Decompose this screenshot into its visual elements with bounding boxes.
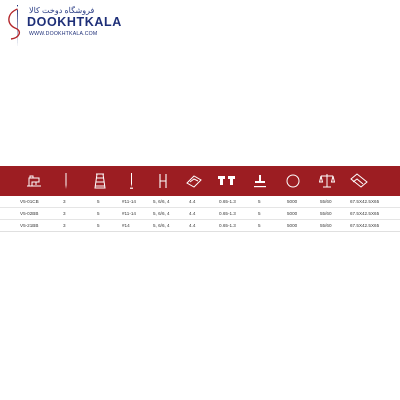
speed-cell: 5000	[287, 199, 298, 204]
stitch-length-icon	[253, 172, 267, 190]
differential-cell: 4.4	[189, 223, 196, 228]
differential-cell: 4.4	[189, 211, 196, 216]
needle-thread-logo-icon	[5, 4, 25, 48]
dimensions-cell: 67.5X42.5X65	[350, 199, 380, 204]
needles-cell: 3	[63, 223, 66, 228]
model-cell: V5-21BB	[20, 223, 39, 228]
needle-size-cell: #11-14	[122, 199, 136, 204]
sewing-machine-icon	[26, 172, 42, 190]
stitch-width-cell: 5, 6/6, 4	[153, 199, 170, 204]
fabric-icon	[185, 172, 203, 190]
model-cell: V5-02BB	[20, 211, 39, 216]
table-bottom-divider	[0, 231, 400, 232]
dimensions-box-icon	[349, 172, 369, 190]
stitch-width-cell: 5, 6/6, 4	[153, 211, 170, 216]
spec-table-header	[0, 166, 400, 196]
weight-cell: 55/60	[320, 223, 332, 228]
needle-icon	[62, 172, 70, 190]
dimensions-cell: 67.5X42.5X65	[350, 223, 380, 228]
threads-cell: 5	[97, 199, 100, 204]
speed-circle-icon	[285, 172, 301, 190]
needle-size-cell: #11-14	[122, 211, 136, 216]
stitch-width-icon	[156, 172, 170, 190]
speed-cell: 5000	[287, 211, 298, 216]
model-cell: V5-01CB	[20, 199, 39, 204]
stitch-length-cell: 0.65-1.3	[219, 223, 236, 228]
speed-cell: 5000	[287, 223, 298, 228]
stitch-width-cell: 5, 6/6, 4	[153, 223, 170, 228]
stitch-length-cell: 0.65-1.3	[219, 199, 236, 204]
stitch-length-cell: 0.65-1.3	[219, 211, 236, 216]
logo-website: WWW.DOOKHTKALA.COM	[29, 31, 98, 37]
threads-cell: 5	[97, 223, 100, 228]
weight-cell: 55/60	[320, 199, 332, 204]
needles-cell: 3	[63, 199, 66, 204]
dimensions-cell: 67.5X42.5X65	[350, 211, 380, 216]
presser-lift-cell: 5	[258, 211, 261, 216]
logo-brand-name: DOOKHTKALA	[27, 15, 122, 29]
presser-feet-icon	[217, 172, 237, 190]
logo-farsi-text: فروشگاه دوخت کالا	[29, 6, 95, 15]
table-row	[0, 207, 400, 219]
presser-lift-cell: 5	[258, 199, 261, 204]
needle-size-icon	[126, 172, 136, 190]
spec-table	[0, 166, 400, 232]
table-row	[0, 196, 400, 207]
needles-cell: 3	[63, 211, 66, 216]
threads-cell: 5	[97, 211, 100, 216]
weight-cell: 55/60	[320, 211, 332, 216]
thread-spool-icon	[93, 172, 107, 190]
brand-logo	[5, 4, 135, 48]
table-row	[0, 219, 400, 231]
presser-lift-cell: 5	[258, 223, 261, 228]
differential-cell: 4.4	[189, 199, 196, 204]
needle-size-cell: #14	[122, 223, 130, 228]
weight-scale-icon	[318, 172, 336, 190]
